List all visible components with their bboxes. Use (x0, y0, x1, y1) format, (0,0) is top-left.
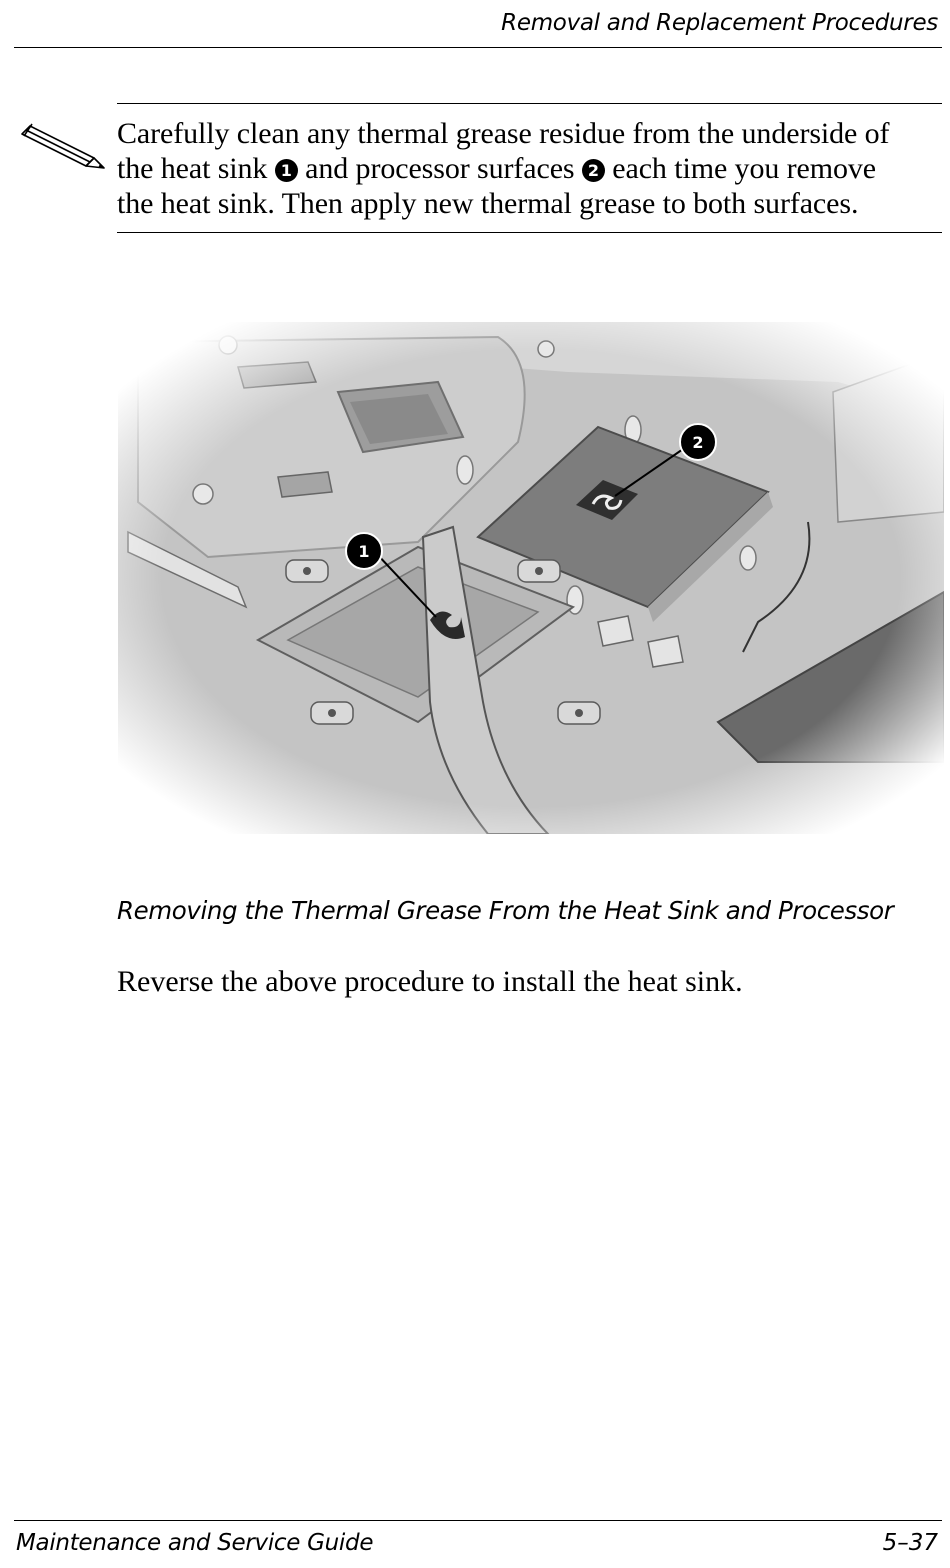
heat-sink-illustration (118, 322, 944, 834)
note-line-2-part-c: each time you remove (604, 152, 877, 185)
note-text (117, 116, 947, 221)
note-line-2 (117, 151, 947, 186)
callout-2-glyph: 2 (582, 159, 605, 182)
note-bottom-rule (117, 232, 942, 233)
note-line-2-part-b: and processor surfaces (297, 152, 582, 185)
note-line-2-part-a: the heat sink (117, 152, 275, 185)
body-paragraph: Reverse the above procedure to install the heat sink. (117, 965, 743, 998)
footer-guide-title: Maintenance and Service Guide (16, 1530, 374, 1556)
note-top-rule (117, 103, 942, 104)
note-line-1: Carefully clean any thermal grease residue from the underside of (117, 117, 890, 150)
note-line-3: the heat sink. Then apply new thermal grease to both surfaces. (117, 187, 859, 220)
footer-page-number: 5–37 (882, 1530, 938, 1556)
callout-1-glyph: 1 (275, 159, 298, 182)
figure-caption: Removing the Thermal Grease From the Heat Sink and Processor (117, 896, 894, 925)
running-header: Removal and Replacement Procedures (501, 10, 938, 36)
pencil-note-icon (18, 122, 106, 170)
footer-rule (14, 1520, 942, 1521)
header-rule (14, 47, 942, 48)
